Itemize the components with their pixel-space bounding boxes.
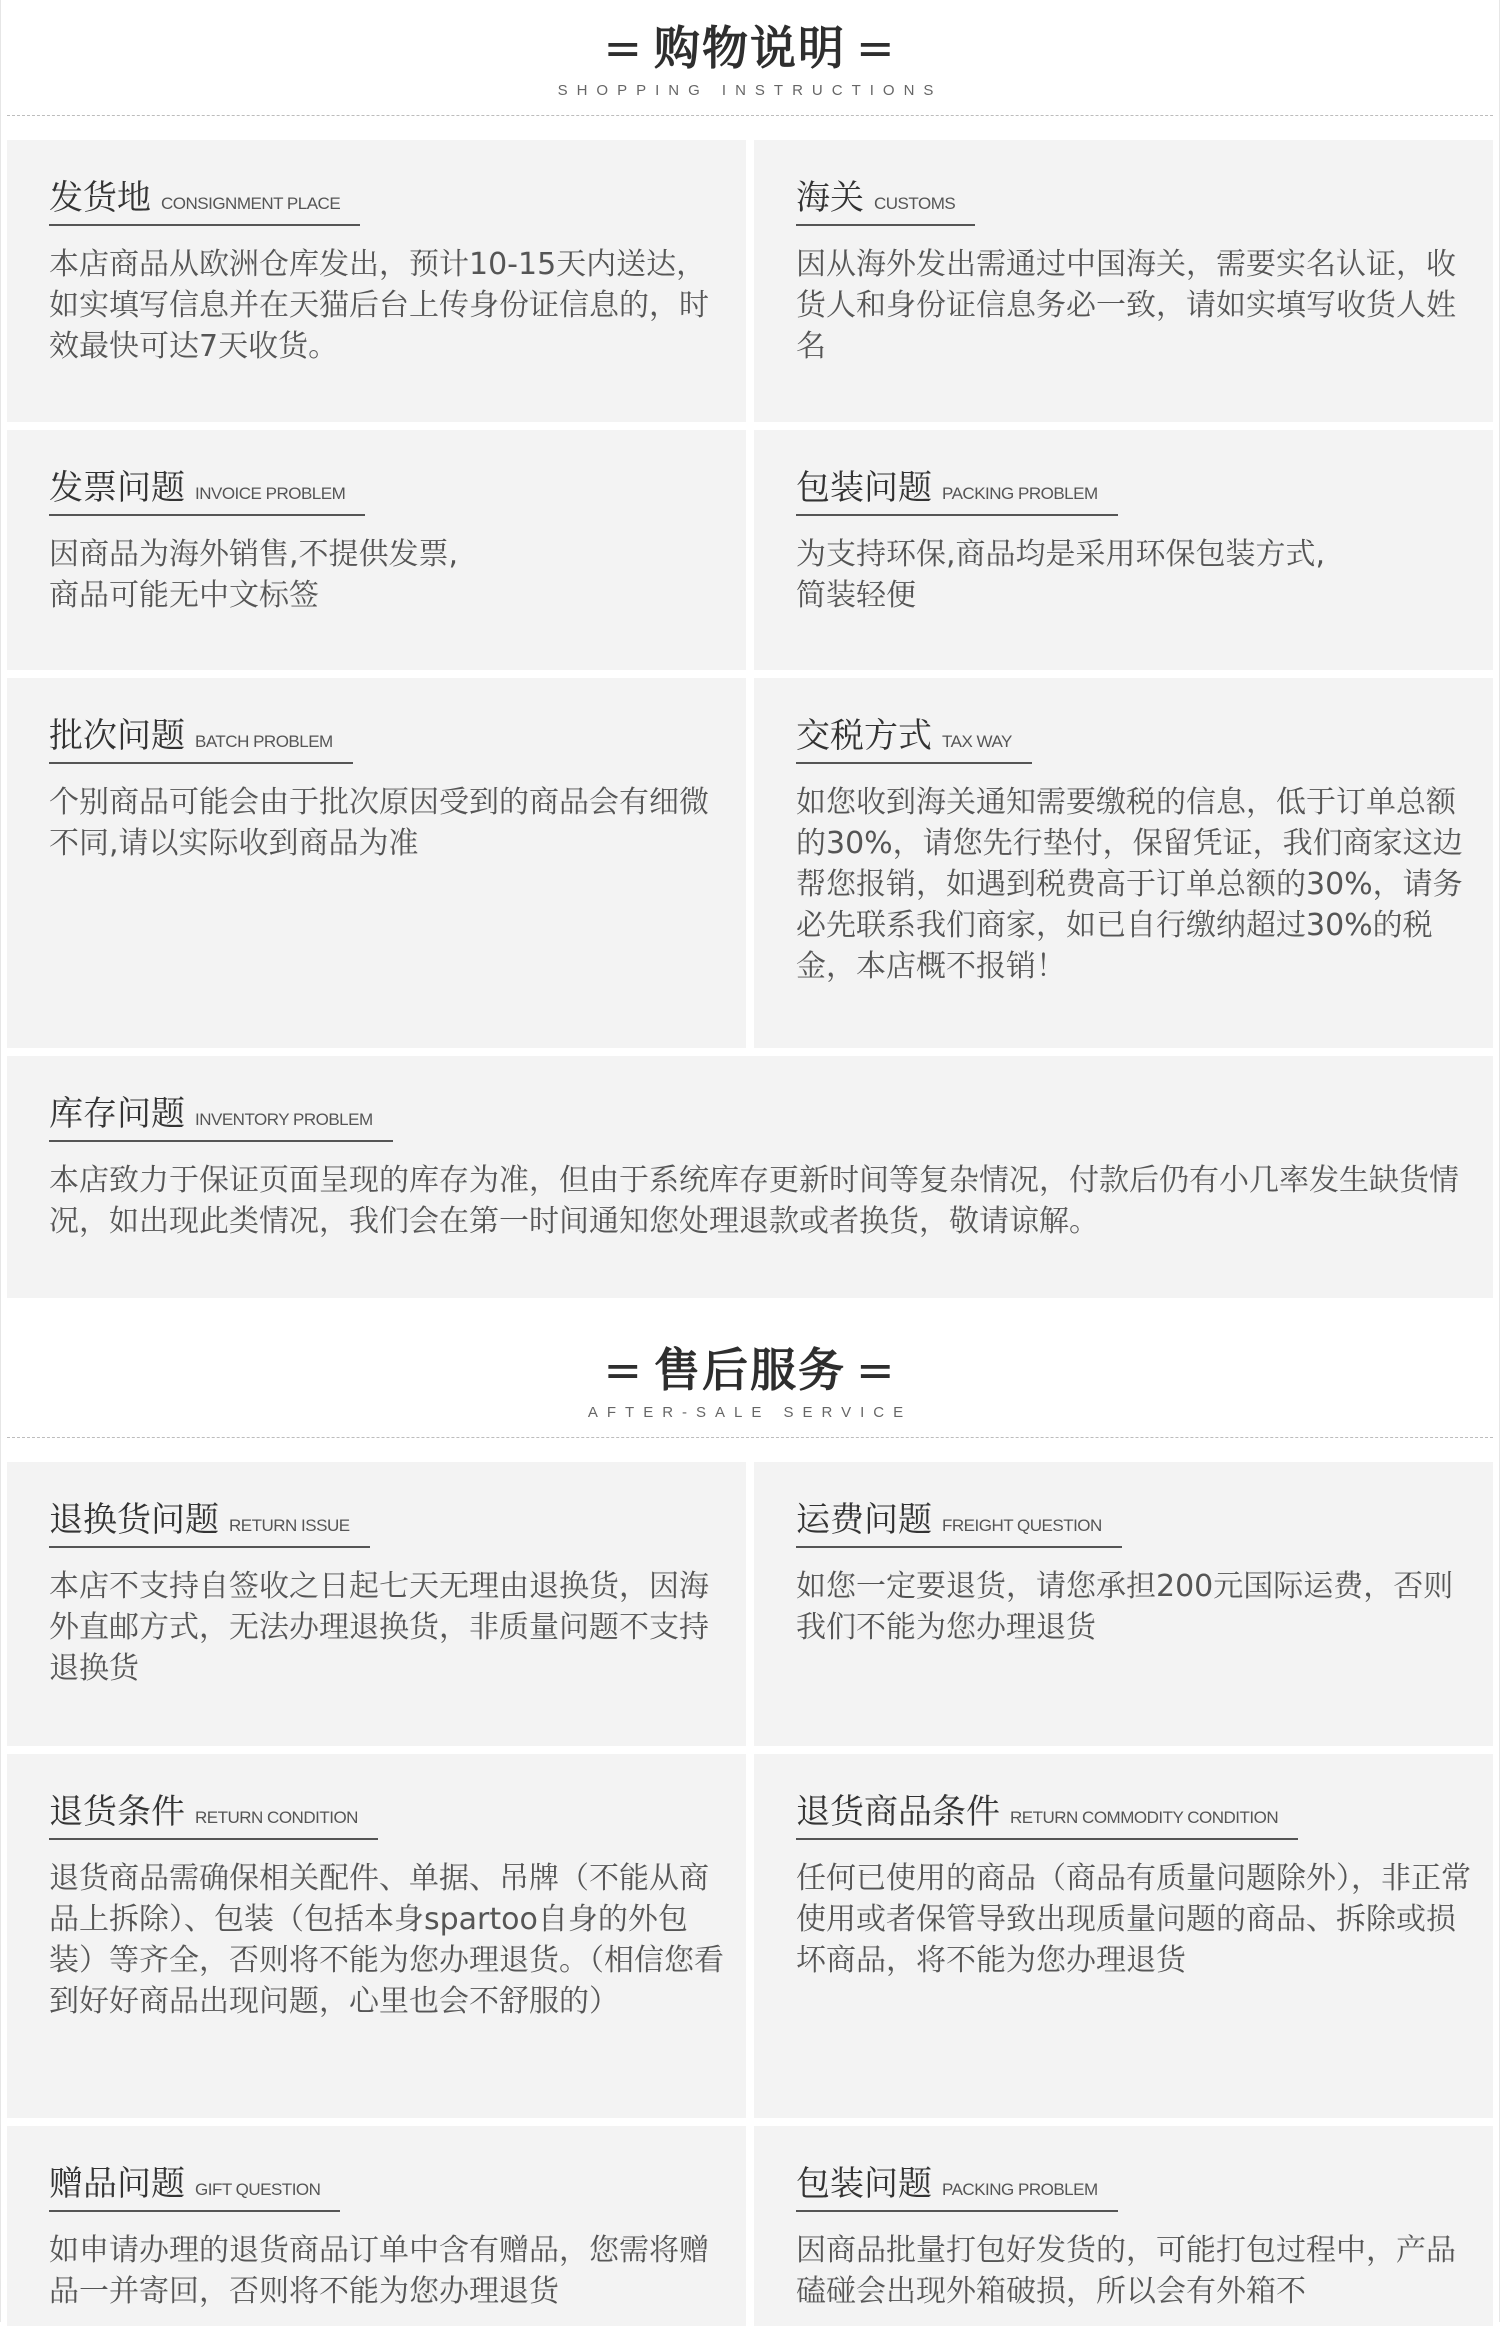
card-heading [796,466,1118,516]
card-title-en: PACKING PROBLEM [942,2180,1098,2199]
aftersale-row [7,2126,1493,2326]
shopping-title-text: 购物说明 [654,21,846,75]
card-title: 批次问题 [49,716,185,756]
card-body: 本店商品从欧洲仓库发出，预计10-15天内送达，如实填写信息并在天猫后台上传身份证信息的，时效最快可达7天收货。 [49,247,709,364]
aftersale-header [1,1298,1499,1438]
eq-left: = [603,1343,644,1397]
card-freight [754,1462,1493,1746]
card-heading [49,714,353,764]
card-body: 如申请办理的退货商品订单中含有赠品，您需将赠品一并寄回，否则将不能为您办理退货 [49,2233,709,2309]
aftersale-title-text: 售后服务 [654,1343,846,1397]
card-packing [754,430,1493,670]
divider [7,1437,1493,1438]
card-invoice [7,430,746,670]
card-heading [796,1790,1298,1840]
card-title-en: CONSIGNMENT PLACE [161,194,341,213]
card-body: 因商品为海外销售,不提供发票, 商品可能无中文标签 [49,537,459,613]
card-title: 退货条件 [49,1792,185,1832]
card-batch [7,678,746,1048]
aftersale-grid [7,1462,1493,2326]
card-title: 库存问题 [49,1094,185,1134]
shopping-row [7,1056,1493,1298]
card-title: 赠品问题 [49,2164,185,2204]
card-title-en: CUSTOMS [874,194,956,213]
card-body: 本店不支持自签收之日起七天无理由退换货，因海外直邮方式，无法办理退换货，非质量问题不支持退换货 [49,1569,709,1686]
card-title: 退货商品条件 [796,1792,1000,1832]
shopping-row [7,430,1493,670]
card-title: 运费问题 [796,1500,932,1540]
card-title-en: RETURN COMMODITY CONDITION [1010,1808,1279,1827]
card-heading [796,1498,1122,1548]
card-title-en: INVENTORY PROBLEM [195,1110,373,1129]
card-heading [49,1092,393,1142]
card-title-en: BATCH PROBLEM [195,732,333,751]
card-heading [49,176,360,226]
shopping-subtitle: SHOPPING INSTRUCTIONS [557,82,943,99]
card-title: 交税方式 [796,716,932,756]
card-body: 退货商品需确保相关配件、单据、吊牌（不能从商品上拆除）、包装（包括本身spartoo自身的外包装）等齐全，否则将不能为您办理退货。（相信您看到好好商品出现问题，心里也会不舒服的） [49,1861,724,2019]
card-return-commodity [754,1754,1493,2118]
card-heading [49,1498,370,1548]
card-title: 发票问题 [49,468,185,508]
card-title-en: RETURN ISSUE [229,1516,350,1535]
card-packing-2 [754,2126,1493,2326]
card-title: 发货地 [49,178,151,218]
card-return-condition [7,1754,746,2118]
card-body: 个别商品可能会由于批次原因受到的商品会有细微不同,请以实际收到商品为准 [49,785,709,861]
card-title: 退换货问题 [49,1500,219,1540]
card-heading [796,176,975,226]
card-heading [49,2162,340,2212]
card-body: 因从海外发出需通过中国海关，需要实名认证，收货人和身份证信息务必一致，请如实填写收货人姓名 [796,247,1456,364]
shopping-row [7,678,1493,1048]
aftersale-subtitle: AFTER-SALE SERVICE [587,1404,913,1421]
card-title: 包装问题 [796,2164,932,2204]
card-body: 因商品批量打包好发货的，可能打包过程中，产品磕碰会出现外箱破损，所以会有外箱不 [796,2233,1456,2309]
card-heading [796,2162,1118,2212]
aftersale-row [7,1754,1493,2118]
card-title: 海关 [796,178,864,218]
shopping-header [1,0,1499,116]
shopping-title [1,0,1499,78]
card-consignment [7,140,746,422]
shopping-row [7,140,1493,422]
shopping-grid [7,140,1493,1298]
card-body: 本店致力于保证页面呈现的库存为准，但由于系统库存更新时间等复杂情况，付款后仍有小几率发生缺货情况，如出现此类情况，我们会在第一时间通知您处理退款或者换货，敬请谅解。 [49,1163,1459,1239]
card-title: 包装问题 [796,468,932,508]
divider [7,115,1493,116]
eq-right: = [856,1343,897,1397]
card-customs [754,140,1493,422]
aftersale-title [1,1298,1499,1400]
aftersale-row [7,1462,1493,1746]
card-body: 任何已使用的商品（商品有质量问题除外），非正常使用或者保管导致出现质量问题的商品、拆除或损坏商品，将不能为您办理退货 [796,1861,1471,1978]
card-heading [49,466,365,516]
card-title-en: RETURN CONDITION [195,1808,358,1827]
card-title-en: TAX WAY [942,732,1012,751]
card-body: 如您收到海关通知需要缴税的信息，低于订单总额的30%，请您先行垫付，保留凭证，我们商家这边帮您报销，如遇到税费高于订单总额的30%，请务必先联系我们商家，如已自行缴纳超过30%的税金，本店概不报销！ [796,785,1463,984]
card-body: 为支持环保,商品均是采用环保包装方式, 简装轻便 [796,537,1326,613]
card-inventory [7,1056,1493,1298]
eq-left: = [603,21,644,75]
card-gift [7,2126,746,2326]
card-return-issue [7,1462,746,1746]
card-body: 如您一定要退货，请您承担200元国际运费，否则我们不能为您办理退货 [796,1569,1454,1645]
card-title-en: FREIGHT QUESTION [942,1516,1102,1535]
card-tax [754,678,1493,1048]
card-heading [49,1790,378,1840]
card-title-en: PACKING PROBLEM [942,484,1098,503]
card-heading [796,714,1032,764]
card-title-en: INVOICE PROBLEM [195,484,346,503]
eq-right: = [856,21,897,75]
card-title-en: GIFT QUESTION [195,2180,321,2199]
